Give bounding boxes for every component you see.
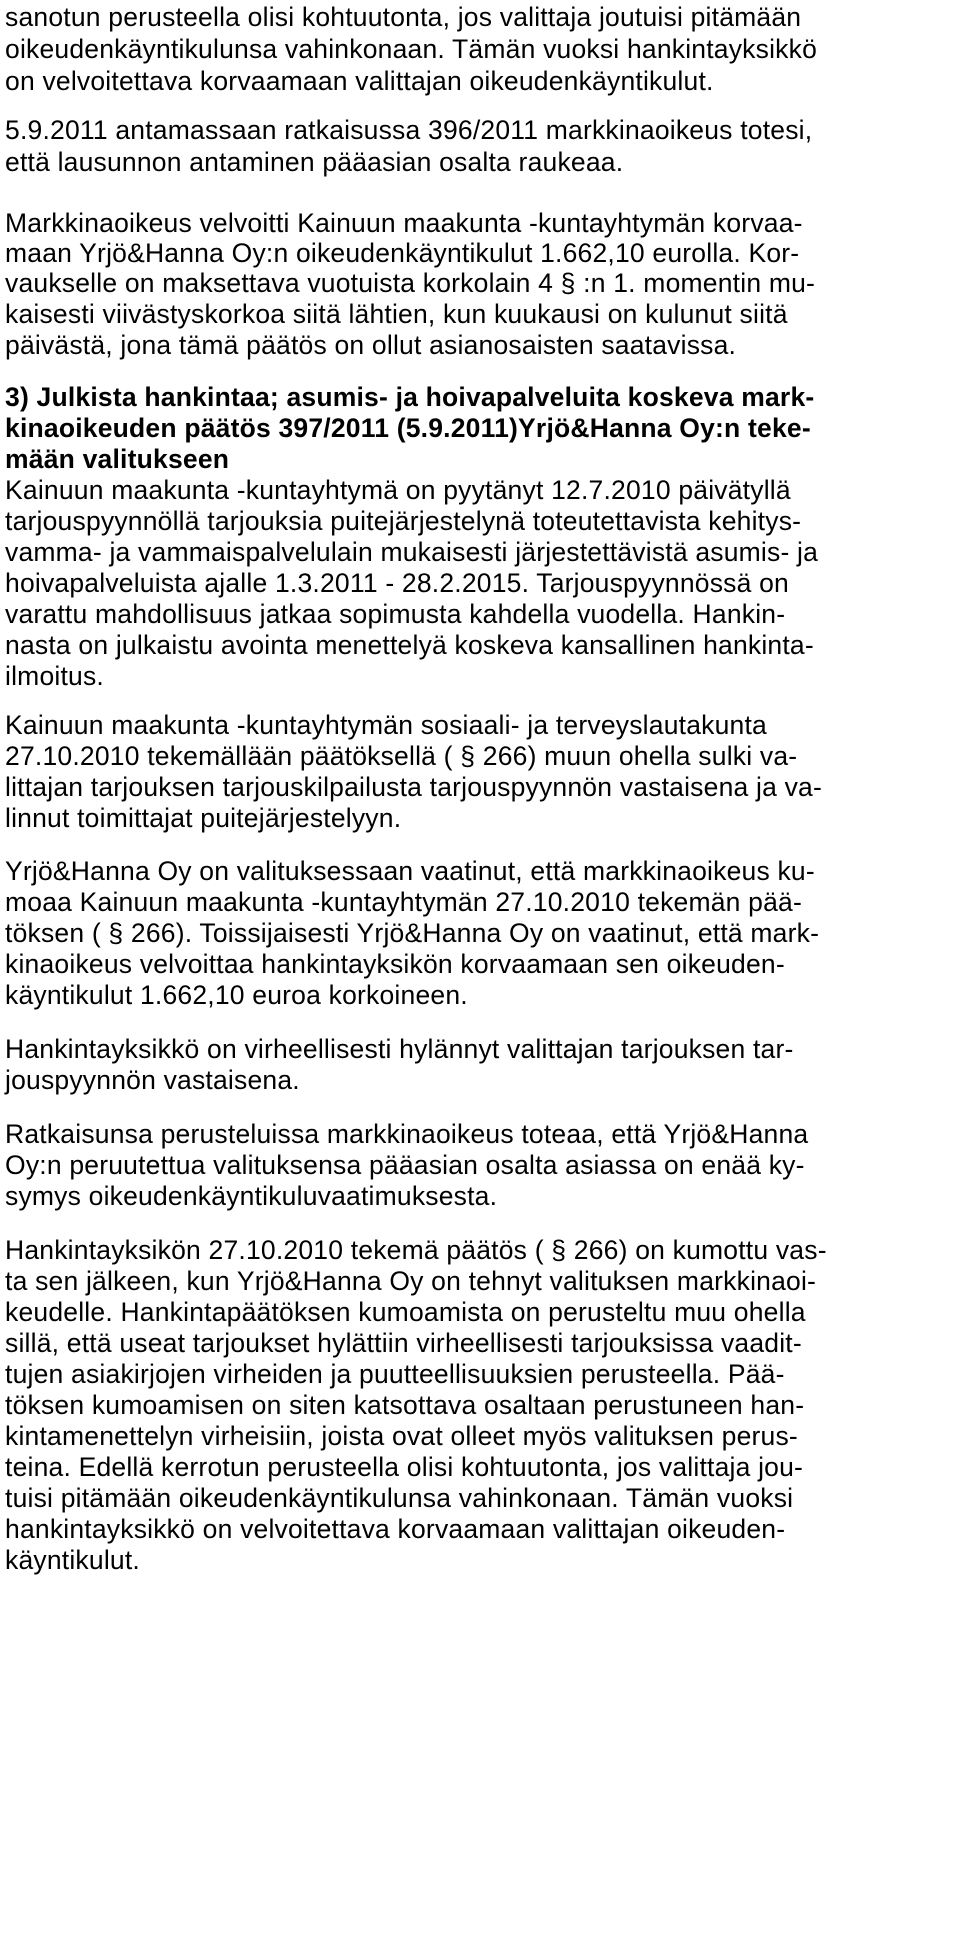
text-line: symys oikeudenkäyntikuluvaatimuksesta. bbox=[5, 1181, 498, 1211]
text-line: töksen ( § 266). Toissijaisesti Yrjö&Hanna Oy on vaatinut, että mark- bbox=[5, 918, 820, 948]
text-line: hankintayksikkö on velvoitettava korvaamaan valittajan oikeuden- bbox=[5, 1514, 786, 1544]
text-line: keudelle. Hankintapäätöksen kumoamista on perusteltu muu ohella bbox=[5, 1297, 806, 1327]
section-heading-line: kinaoikeuden päätös 397/2011 (5.9.2011)Yrjö&Hanna Oy:n teke- bbox=[5, 413, 811, 443]
text-line: Kainuun maakunta -kuntayhtymä on pyytänyt 12.7.2010 päivätyllä bbox=[5, 475, 791, 505]
text-line: tujen asiakirjojen virheiden ja puutteellisuuksien perusteella. Pää- bbox=[5, 1359, 785, 1389]
text-line: ta sen jälkeen, kun Yrjö&Hanna Oy on tehnyt valituksen markkinaoi- bbox=[5, 1266, 817, 1296]
text-line: 5.9.2011 antamassaan ratkaisussa 396/2011 markkinaoikeus totesi, bbox=[5, 115, 813, 145]
section-heading-line: 3) Julkista hankintaa; asumis- ja hoivapalveluita koskeva mark- bbox=[5, 382, 815, 412]
text-line: Kainuun maakunta -kuntayhtymän sosiaali- ja terveyslautakunta bbox=[5, 710, 767, 740]
text-line: kintamenettelyn virheisiin, joista ovat olleet myös valituksen perus- bbox=[5, 1421, 798, 1451]
text-line: littajan tarjouksen tarjouskilpailusta tarjouspyynnön vastaisena ja va- bbox=[5, 772, 823, 802]
text-line: sillä, että useat tarjoukset hylättiin virheellisesti tarjouksissa vaadit- bbox=[5, 1328, 802, 1358]
text-line: Oy:n peruutettua valituksensa pääasian osalta asiassa on enää ky- bbox=[5, 1150, 805, 1180]
text-line: on velvoitettava korvaamaan valittajan oikeudenkäyntikulut. bbox=[5, 66, 714, 96]
text-line: kaisesti viivästyskorkoa siitä lähtien, kun kuukausi on kulunut siitä bbox=[5, 299, 788, 329]
text-line: Markkinaoikeus velvoitti Kainuun maakunta -kuntayhtymän korvaa- bbox=[5, 208, 803, 238]
text-line: töksen kumoamisen on siten katsottava osaltaan perustuneen han- bbox=[5, 1390, 805, 1420]
text-line: Ratkaisunsa perusteluissa markkinaoikeus toteaa, että Yrjö&Hanna bbox=[5, 1119, 809, 1149]
text-line: tuisi pitämään oikeudenkäyntikulunsa vahinkonaan. Tämän vuoksi bbox=[5, 1483, 794, 1513]
text-line: vamma- ja vammaispalvelulain mukaisesti järjestettävistä asumis- ja bbox=[5, 537, 819, 567]
text-line: kinaoikeus velvoittaa hankintayksikön korvaamaan sen oikeuden- bbox=[5, 949, 785, 979]
text-line: nasta on julkaistu avointa menettelyä koskeva kansallinen hankinta- bbox=[5, 630, 814, 660]
text-line: 27.10.2010 tekemällään päätöksellä ( § 266) muun ohella sulki va- bbox=[5, 741, 798, 771]
text-line: moaa Kainuun maakunta -kuntayhtymän 27.10.2010 tekemän pää- bbox=[5, 887, 803, 917]
text-line: Hankintayksikkö on virheellisesti hylännyt valittajan tarjouksen tar- bbox=[5, 1034, 794, 1064]
text-line: linnut toimittajat puitejärjestelyyn. bbox=[5, 803, 402, 833]
text-line: Hankintayksikön 27.10.2010 tekemä päätös ( § 266) on kumottu vas- bbox=[5, 1235, 827, 1265]
text-line: ilmoitus. bbox=[5, 661, 104, 691]
text-line: teina. Edellä kerrotun perusteella olisi kohtuutonta, jos valittaja jou- bbox=[5, 1452, 804, 1482]
text-line: käyntikulut. bbox=[5, 1545, 140, 1575]
text-line: päivästä, jona tämä päätös on ollut asianosaisten saatavissa. bbox=[5, 330, 737, 360]
section-heading-line: mään valitukseen bbox=[5, 444, 230, 474]
text-line: varattu mahdollisuus jatkaa sopimusta kahdella vuodella. Hankin- bbox=[5, 599, 786, 629]
text-line: käyntikulut 1.662,10 euroa korkoineen. bbox=[5, 980, 468, 1010]
text-line: oikeudenkäyntikulunsa vahinkonaan. Tämän vuoksi hankintayksikkö bbox=[5, 34, 818, 64]
text-line: hoivapalveluista ajalle 1.3.2011 - 28.2.2015. Tarjouspyynnössä on bbox=[5, 568, 789, 598]
text-line: että lausunnon antaminen pääasian osalta raukeaa. bbox=[5, 147, 624, 177]
text-line: maan Yrjö&Hanna Oy:n oikeudenkäyntikulut 1.662,10 eurolla. Kor- bbox=[5, 238, 800, 268]
text-line: jouspyynnön vastaisena. bbox=[5, 1065, 300, 1095]
text-line: vaukselle on maksettava vuotuista korkolain 4 § :n 1. momentin mu- bbox=[5, 268, 816, 298]
text-line: sanotun perusteella olisi kohtuutonta, jos valittaja joutuisi pitämään bbox=[5, 2, 802, 32]
text-line: Yrjö&Hanna Oy on valituksessaan vaatinut, että markkinaoikeus ku- bbox=[5, 856, 815, 886]
text-line: tarjouspyynnöllä tarjouksia puitejärjestelynä toteutettavista kehitys- bbox=[5, 506, 802, 536]
